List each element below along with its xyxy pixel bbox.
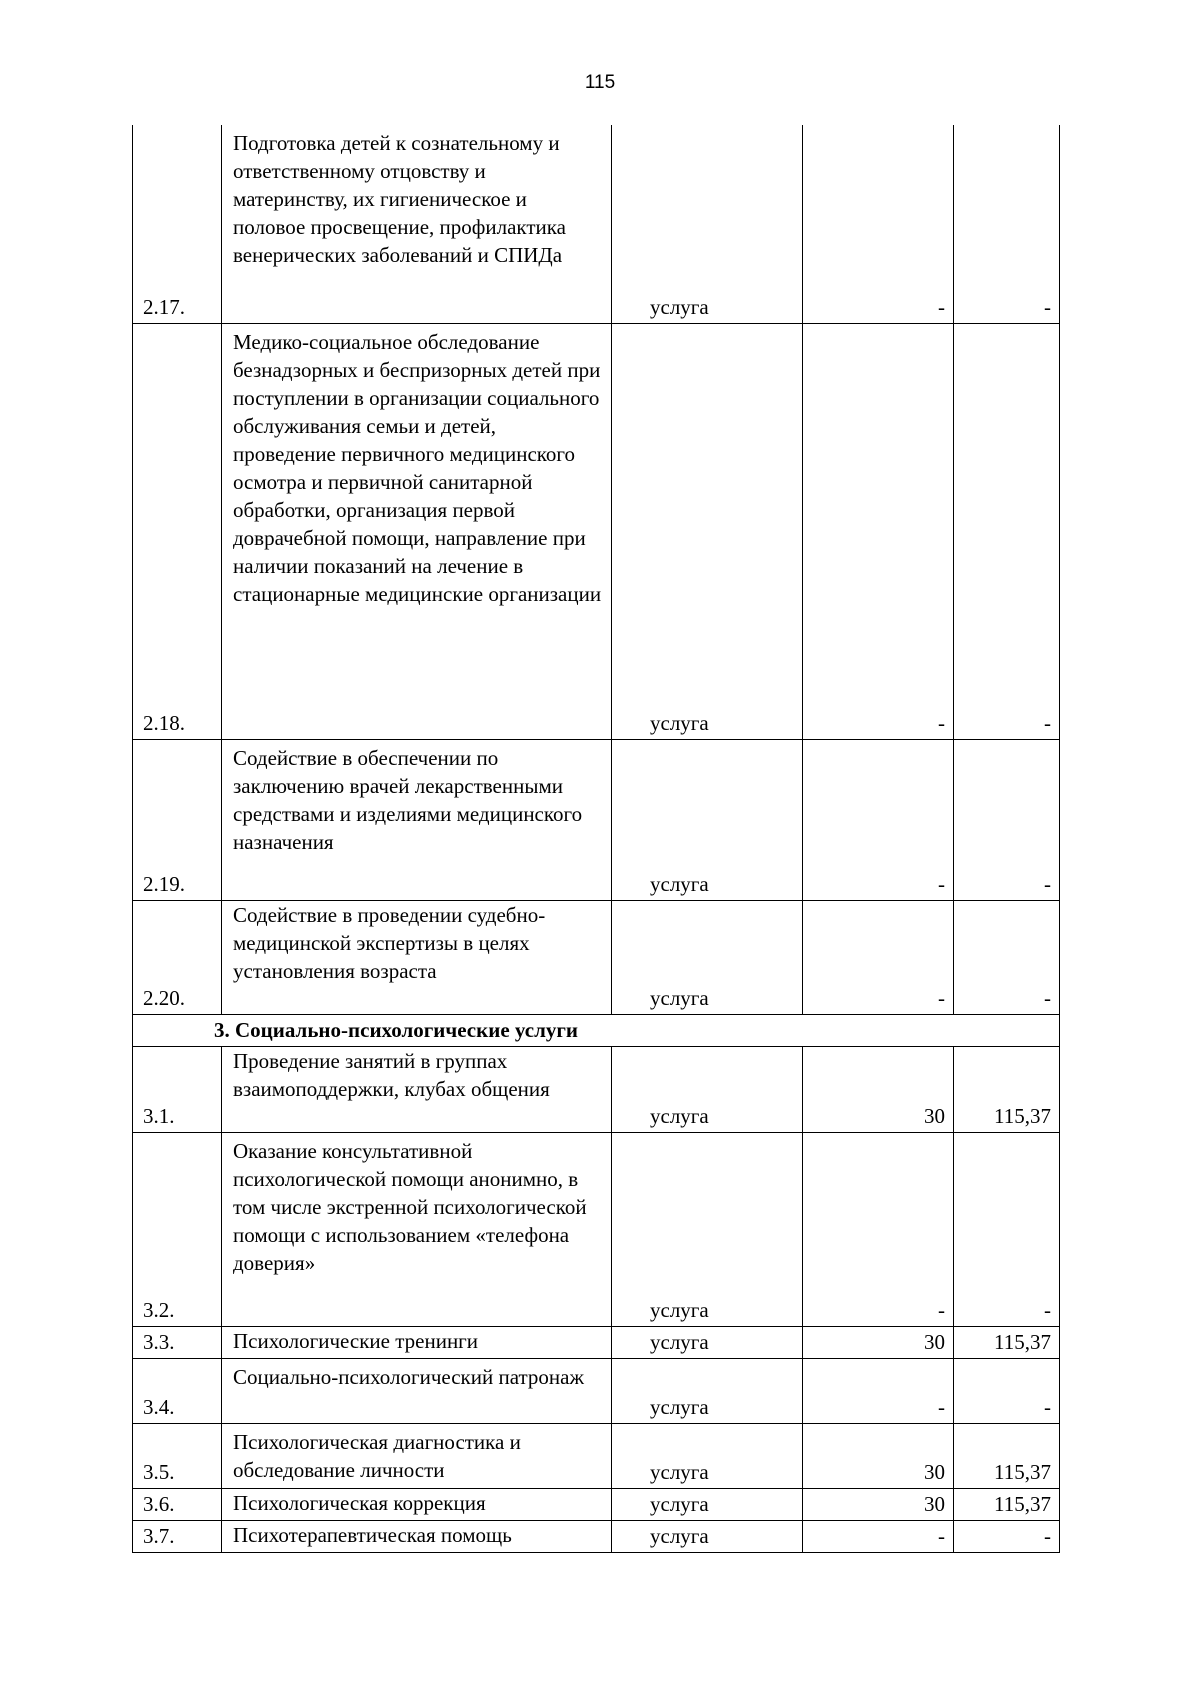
row-number: 3.4. (133, 1358, 222, 1423)
quantity-cell: 30 (803, 1488, 954, 1520)
table-row (133, 1520, 1060, 1552)
table-row (133, 1132, 1060, 1326)
row-number: 3.3. (133, 1326, 222, 1358)
price-cell: - (954, 900, 1060, 1014)
price-cell: - (954, 1358, 1060, 1423)
quantity-cell: - (803, 323, 954, 739)
services-table (132, 125, 1060, 1553)
unit-cell: услуга (612, 323, 803, 739)
unit-cell: услуга (612, 900, 803, 1014)
price-cell: 115,37 (954, 1046, 1060, 1132)
service-name: Психологическая коррекция (222, 1488, 612, 1520)
service-name: Психологические тренинги (222, 1326, 612, 1358)
row-number: 2.20. (133, 900, 222, 1014)
unit-cell: услуга (612, 125, 803, 323)
service-name: Проведение занятий в группах взаимоподдержки, клубах общения (222, 1046, 612, 1132)
unit-cell: услуга (612, 739, 803, 900)
row-number: 3.7. (133, 1520, 222, 1552)
unit-cell: услуга (612, 1046, 803, 1132)
service-name: Медико-социальное обследование безнадзорных и беспризорных детей при поступлении в организации социального обслуживания семьи и детей, проведение первичного медицинского осмотра и первичной санитарной обработки, организация первой доврачебной помощи, направление при наличии показаний на лечение в стационарные медицинские организации (222, 323, 612, 739)
unit-cell: услуга (612, 1423, 803, 1488)
price-cell: - (954, 323, 1060, 739)
service-name: Содействие в обеспечении по заключению врачей лекарственными средствами и изделиями медицинского назначения (222, 739, 612, 900)
price-cell: - (954, 125, 1060, 323)
service-name: Психологическая диагностика и обследование личности (222, 1423, 612, 1488)
quantity-cell: 30 (803, 1046, 954, 1132)
row-number: 2.19. (133, 739, 222, 900)
service-name: Содействие в проведении судебно-медицинской экспертизы в целях установления возраста (222, 900, 612, 1014)
service-name: Оказание консультативной психологической помощи анонимно, в том числе экстренной психологической помощи с использованием «телефона доверия» (222, 1132, 612, 1326)
service-name: Подготовка детей к сознательному и ответственному отцовству и материнству, их гигиеническое и половое просвещение, профилактика венерических заболеваний и СПИДа (222, 125, 612, 323)
table-row (133, 1046, 1060, 1132)
quantity-cell: - (803, 1132, 954, 1326)
row-number: 2.17. (133, 125, 222, 323)
price-cell: 115,37 (954, 1423, 1060, 1488)
table-row (133, 323, 1060, 739)
quantity-cell: - (803, 739, 954, 900)
quantity-cell: 30 (803, 1326, 954, 1358)
table-row (133, 900, 1060, 1014)
unit-cell: услуга (612, 1326, 803, 1358)
price-cell: 115,37 (954, 1326, 1060, 1358)
table-row (133, 1326, 1060, 1358)
service-name: Психотерапевтическая помощь (222, 1520, 612, 1552)
price-cell: - (954, 1520, 1060, 1552)
table-row (133, 125, 1060, 323)
price-cell: 115,37 (954, 1488, 1060, 1520)
table-row (133, 739, 1060, 900)
section-header-row (133, 1014, 1060, 1046)
row-number: 3.1. (133, 1046, 222, 1132)
unit-cell: услуга (612, 1358, 803, 1423)
service-name: Социально-психологический патронаж (222, 1358, 612, 1423)
unit-cell: услуга (612, 1488, 803, 1520)
unit-cell: услуга (612, 1520, 803, 1552)
quantity-cell: - (803, 1520, 954, 1552)
table-row (133, 1423, 1060, 1488)
section-title: 3. Социально-психологические услуги (133, 1014, 1060, 1046)
quantity-cell: - (803, 900, 954, 1014)
table-row (133, 1358, 1060, 1423)
row-number: 2.18. (133, 323, 222, 739)
price-cell: - (954, 1132, 1060, 1326)
row-number: 3.6. (133, 1488, 222, 1520)
unit-cell: услуга (612, 1132, 803, 1326)
row-number: 3.5. (133, 1423, 222, 1488)
table-row (133, 1488, 1060, 1520)
quantity-cell: - (803, 125, 954, 323)
price-cell: - (954, 739, 1060, 900)
quantity-cell: - (803, 1358, 954, 1423)
quantity-cell: 30 (803, 1423, 954, 1488)
page-number: 115 (584, 72, 616, 93)
row-number: 3.2. (133, 1132, 222, 1326)
